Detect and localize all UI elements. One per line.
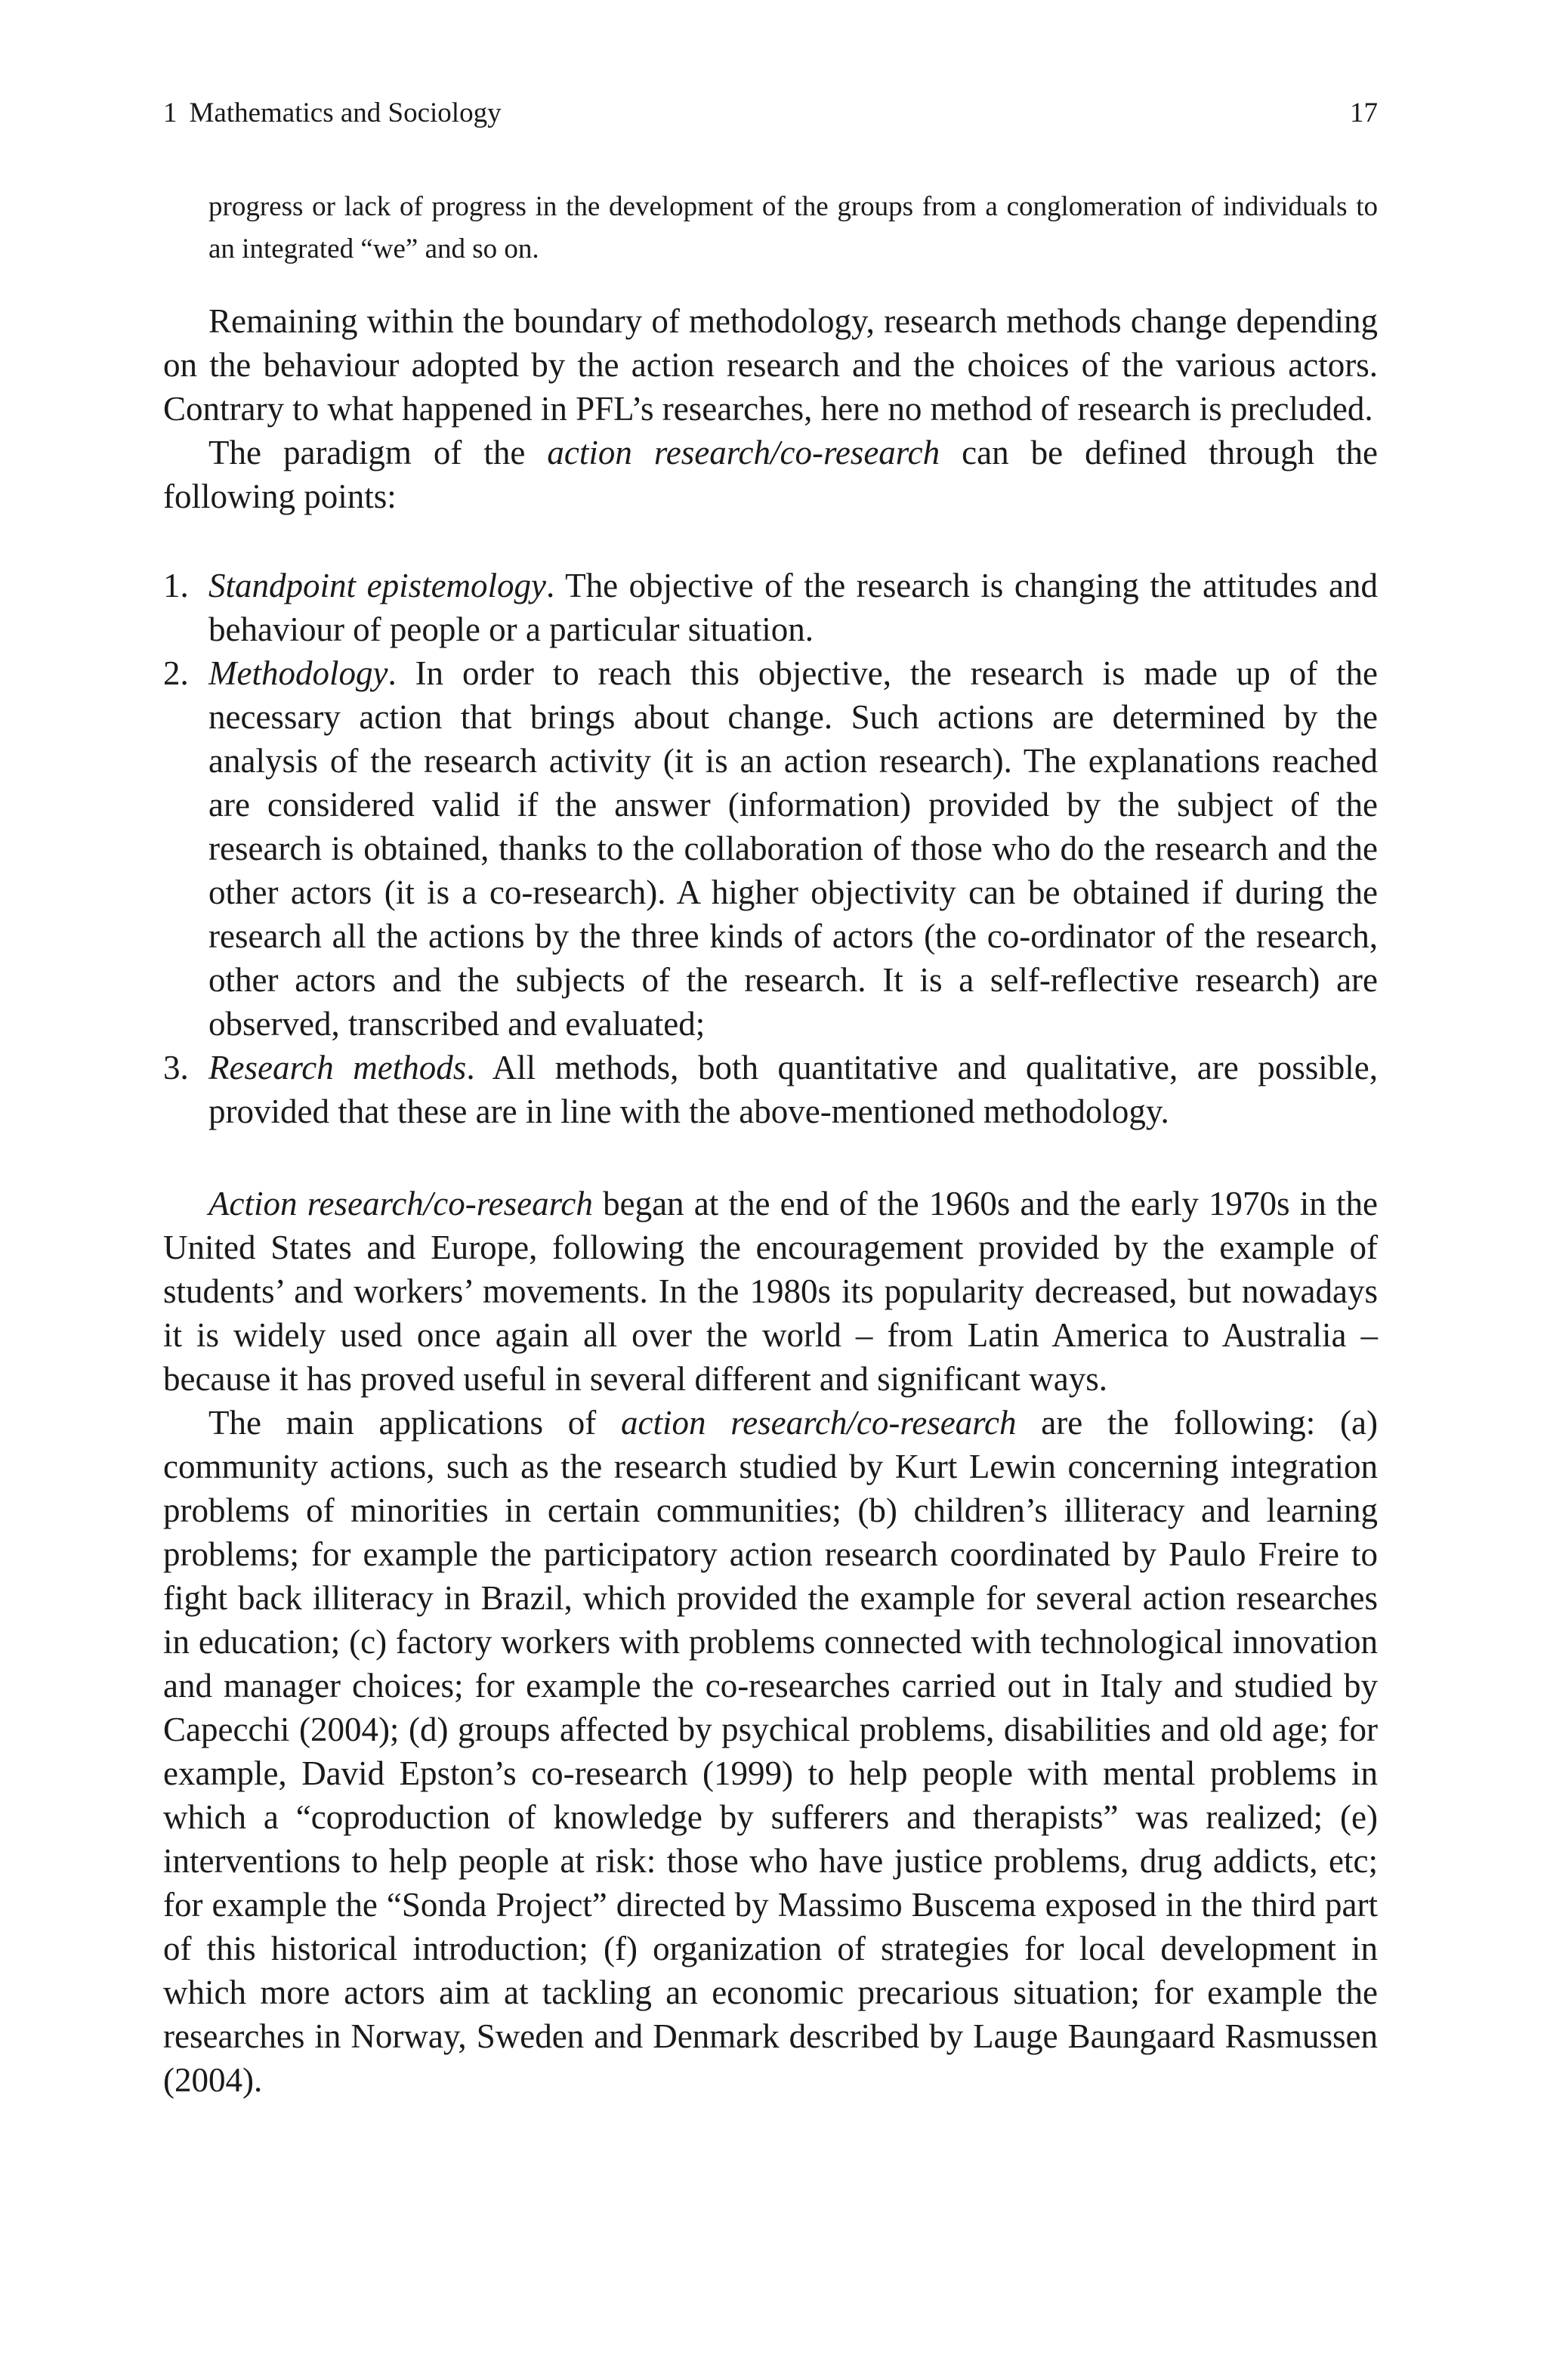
list-text: . In order to reach this objective, the research is made up of the necessary action that brings about change. Such actions are determined by the analysis of the research activity (it is an action research). The explanations reached are considered valid if the answer (information) provided by the subject of the research is obtained, thanks to the collaboration of those who do the research and the other actors (it is a co-research). A higher objectivity can be obtained if during the research all the actions by the three kinds of actors (the co-ordinator of the research, other actors and the subjects of the research. It is a self-reflective research) are observed, transcribed and evaluated; (208, 654, 1378, 1043)
paragraph-history (163, 1182, 1378, 1401)
paragraph-methodology: Remaining within the boundary of methodology, research methods change depending on the behaviour adopted by the action research and the choices of the various actors. Contrary to what happened in PFL’s researches, here no method of research is precluded. (163, 302, 1378, 428)
list-marker: 2. (163, 654, 189, 692)
italic-term: Action research/co-research (208, 1185, 593, 1222)
paragraph-text: are the following: (a) community actions, such as the research studied by Kurt Lewin concerning integration problems of minorities in certain communities; (b) children’s illiteracy and learning problems; for example the participatory action research coordinated by Paulo Freire to fight back illiteracy in Brazil, which provided the example for several action researches in education; (c) factory workers with problems connected with technological innovation and manager choices; for example the co-researches carried out in Italy and studied by Capecchi (2004); (d) groups affected by psychical problems, disabilities and old age; for example, David Epston’s co-research (1999) to help people with mental problems in which a “coproduction of knowledge by sufferers and therapists” was realized; (e) interventions to help people at risk: those who have justice problems, drug addicts, etc; for example the “Sonda Project” directed by Massimo Buscema exposed in the third part of this historical introduction; (f) organization of strategies for local development in which more actors aim at tackling an economic precarious situation; for example the researches in Norway, Sweden and Denmark described by Lauge Baungaard Rasmussen (2004). (163, 1404, 1379, 2099)
block-quote-continuation: progress or lack of progress in the development of the groups from a conglomeration of individuals to an integrated “we” and so on. (208, 191, 1378, 264)
paragraph-text: The paradigm of the (208, 434, 548, 471)
paradigm-points-list (163, 564, 1378, 1133)
list-text: . The objective of the research is changing the attitudes and behaviour of people or a particular situation. (208, 567, 1378, 648)
list-term: Research methods (208, 1049, 467, 1086)
list-marker: 1. (163, 567, 189, 604)
list-marker: 3. (163, 1049, 189, 1086)
paragraph-paradigm (163, 431, 1378, 518)
running-header (163, 91, 1378, 136)
paragraph-text: The main applications of (208, 1404, 622, 1442)
book-page (163, 91, 1378, 2102)
chapter-title: Mathematics and Sociology (189, 97, 502, 128)
paragraph-text: began at the end of the 1960s and the early 1970s in the United States and Europe, following the encouragement provided by the example of students’ and workers’ movements. In the 1980s its popularity decreased, but nowadays it is widely used once again all over the world – from Latin America to Australia – because it has proved useful in several different and significant ways. (163, 1185, 1378, 1398)
list-item (163, 651, 1378, 1046)
paragraph-applications (163, 1401, 1378, 2102)
list-item (163, 1046, 1378, 1133)
list-item (163, 564, 1378, 651)
italic-term: action research/co-research (621, 1404, 1017, 1442)
list-term: Methodology (208, 654, 388, 692)
chapter-number: 1 (163, 97, 178, 128)
chapter-heading (163, 91, 502, 136)
italic-term: action research/co-research (547, 434, 940, 471)
paragraph-text: can be defined through the following points: (163, 434, 1378, 515)
list-text: . All methods, both quantitative and qualitative, are possible, provided that these are in line with the above-mentioned methodology. (208, 1049, 1378, 1130)
page-number: 17 (1350, 97, 1378, 128)
list-term: Standpoint epistemology (208, 567, 547, 604)
